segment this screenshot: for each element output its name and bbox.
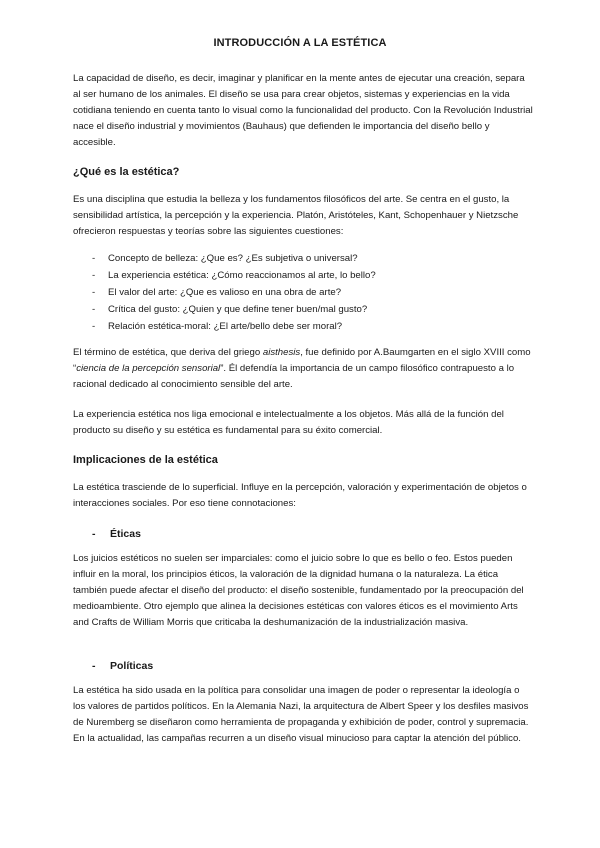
implicaciones-paragraph: La estética trasciende de lo superficial. Influye en la percepción, valoración y experimentación de objetos o interacciones sociales. Por eso tiene connotaciones: xyxy=(73,482,527,509)
list-item: - Crítica del gusto: ¿Quien y que define tener buen/mal gusto? xyxy=(73,301,533,318)
list-item: - El valor del arte: ¿Que es valioso en una obra de arte? xyxy=(73,284,533,301)
definition-paragraph: Es una disciplina que estudia la belleza y los fundamentos filosóficos del arte. Se centra en el gusto, la sensibilidad artística, la percepción y la experiencia. Platón, Aristóteles, Kant, Schopenhauer y Nietzsche ofrecieron respuestas y teorías sobre las siguientes cuestiones: xyxy=(73,194,519,237)
politicas-paragraph: La estética ha sido usada en la política para consolidar una imagen de poder o representar la ideología o los valores de partidos políticos. En la Alemania Nazi, la arquitectura de Albert Speer y los desfiles masivos de Nuremberg se diseñaron como herramienta de propaganda y exhibición de poder, control y supremacia. En la actualidad, las campañas recurren a un diseño visual minucioso para captar la atención del público. xyxy=(73,685,529,744)
term-aisthesis: aisthesis xyxy=(262,347,301,358)
bullet-dash: - xyxy=(92,287,96,298)
list-item: - La experiencia estética: ¿Cómo reaccionamos al arte, lo bello? xyxy=(73,267,533,284)
document-title: INTRODUCCIÓN A LA ESTÉTICA xyxy=(213,37,387,49)
bullet-dash: - xyxy=(92,321,96,332)
bullet-dash: - xyxy=(92,660,96,672)
section-heading-que-es-estetica: ¿Qué es la estética? xyxy=(73,166,180,178)
quote-definition: ciencia de la percepción sensorial xyxy=(76,363,221,374)
bullet-dash: - xyxy=(92,528,96,540)
list-item: - Relación estética-moral: ¿El arte/bello debe ser moral? xyxy=(73,318,533,335)
bullet-dash: - xyxy=(92,304,96,315)
subheading-politicas: - Políticas xyxy=(92,660,154,672)
bullet-dash: - xyxy=(92,253,96,264)
etymology-paragraph: El término de estética, que deriva del griego aisthesis, fue definido por A.Baumgarten en el siglo XVIII como “ciencia de la percepción sensorial”. Él defendía la importancia de un campo filosófico contrapuesto a lo racional dedicado al conocimiento sensible del arte. xyxy=(73,347,531,390)
bullet-dash: - xyxy=(92,270,96,281)
list-item: - Concepto de belleza: ¿Que es? ¿Es subjetiva o universal? xyxy=(73,250,533,267)
questions-list xyxy=(73,250,533,335)
aesthetic-experience-paragraph: La experiencia estética nos liga emocional e intelectualmente a los objetos. Más allá de la función del producto su diseño y su estética es fundamental para su éxito comercial. xyxy=(73,409,504,436)
intro-paragraph: La capacidad de diseño, es decir, imaginar y planificar en la mente antes de ejecutar una creación, separa al ser humano de los animales. El diseño se usa para crear objetos, sistemas y experiencias en la vida cotidiana teniendo en cuenta tanto lo visual como la funcionalidad del producto. Con la Revolución Industrial nace el diseño industrial y movimientos (Bauhaus) que defienden le importancia del diseño bello y accesible. xyxy=(73,73,533,148)
eticas-paragraph: Los juicios estéticos no suelen ser imparciales: como el juicio sobre lo que es bello o feo. Estos pueden influir en la moral, los principios éticos, la valoración de la dignidad humana o la naturaleza. La ética también puede afectar el diseño del producto: el diseño sostenible, fundamentado por la preocupación del medioambiente. Otro ejemplo que alinea la decisiones estéticas con valores éticos es el movimiento Arts and Crafts de William Morris que criticaba la deshumanización de la industrialización masiva. xyxy=(73,553,524,628)
subheading-eticas: - Éticas xyxy=(92,528,141,540)
section-heading-implicaciones: Implicaciones de la estética xyxy=(73,454,218,466)
